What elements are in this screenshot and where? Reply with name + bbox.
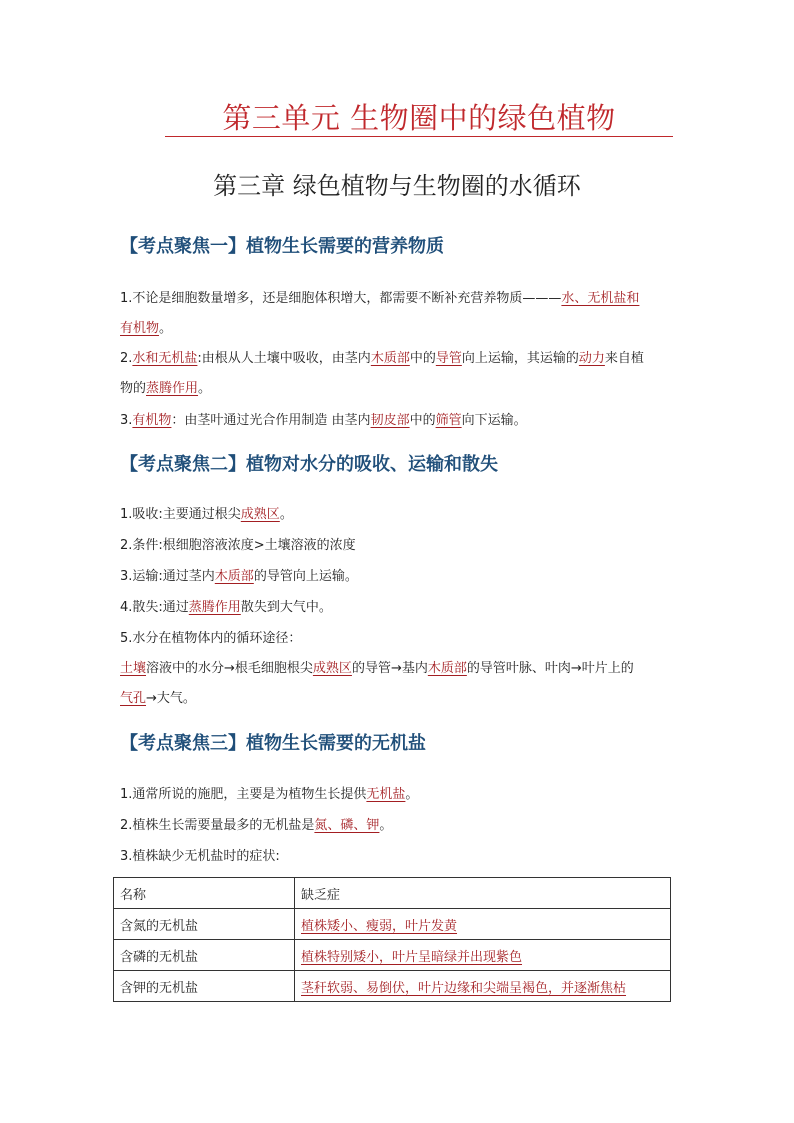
chapter-title: 第三章 绿色植物与生物圈的水循环 bbox=[213, 172, 581, 200]
table-row bbox=[114, 971, 671, 1002]
answer: 韧皮部 bbox=[370, 413, 410, 428]
answer: 木质部 bbox=[427, 661, 467, 676]
text: 散失到大气中。 bbox=[240, 600, 332, 615]
text: 的导管向上运输。 bbox=[253, 569, 358, 584]
answer: 木质部 bbox=[370, 351, 410, 366]
text: 的导管→基内 bbox=[351, 661, 428, 676]
answer: 成熟区 bbox=[240, 507, 280, 522]
text: 溶液中的水分→根毛细胞根尖 bbox=[146, 661, 313, 676]
text: 向上运输，其运输的 bbox=[461, 351, 579, 366]
answer: 氮、磷、钾 bbox=[314, 818, 380, 833]
text: ：由茎叶通过光合作用制造 由茎内 bbox=[171, 413, 371, 428]
text: 的导管叶脉、叶肉→叶片上的 bbox=[466, 661, 634, 676]
answer: 植株矮小、瘦弱，叶片发黄 bbox=[301, 918, 458, 934]
section-heading-1: 【考点聚焦一】植物生长需要的营养物质 bbox=[120, 236, 444, 257]
text: 2.植株生长需要量最多的无机盐是 bbox=[120, 818, 315, 833]
table-cell-name: 含磷的无机盐 bbox=[114, 940, 295, 971]
answer: 无机盐 bbox=[366, 787, 406, 802]
text: 3.运输:通过茎内 bbox=[120, 569, 215, 584]
table-cell-symptom bbox=[295, 971, 671, 1002]
text: 中的 bbox=[409, 413, 436, 428]
text: 。 bbox=[405, 787, 419, 802]
table-cell-name: 含钾的无机盐 bbox=[114, 971, 295, 1002]
text: →大气。 bbox=[146, 691, 196, 706]
s3-line-2 bbox=[120, 816, 392, 836]
text: 1.通常所说的施肥，主要是为植物生长提供 bbox=[120, 787, 367, 802]
text: :由根从人土壤中吸收，由茎内 bbox=[197, 351, 371, 366]
s3-line-3: 3.植株缺少无机盐时的症状: bbox=[120, 849, 280, 864]
answer: 水、无机盐和 bbox=[561, 291, 640, 306]
unit-title: 第三单元 生物圈中的绿色植物 bbox=[165, 100, 673, 137]
answer: 有机物 bbox=[132, 413, 172, 428]
answer: 木质部 bbox=[214, 569, 254, 584]
s2-line-2: 2.条件:根细胞溶液浓度>土壤溶液的浓度 bbox=[120, 538, 356, 553]
s2-line-6 bbox=[120, 659, 634, 679]
table-header-row bbox=[114, 878, 671, 909]
s2-line-3 bbox=[120, 567, 358, 587]
text: 向下运输。 bbox=[461, 413, 527, 428]
table-header-cell: 名称 bbox=[114, 878, 295, 909]
text: 1.不论是细胞数量增多，还是细胞体积增大，都需要不断补充营养物质——— bbox=[120, 291, 562, 306]
section-heading-3: 【考点聚焦三】植物生长需要的无机盐 bbox=[120, 733, 426, 754]
table-row bbox=[114, 940, 671, 971]
answer: 植株特别矮小，叶片呈暗绿并出现紫色 bbox=[301, 949, 523, 965]
text: 。 bbox=[379, 818, 393, 833]
text: 。 bbox=[159, 321, 173, 336]
text: 3. bbox=[120, 413, 133, 428]
text: 2. bbox=[120, 351, 133, 366]
s1-line-3 bbox=[120, 349, 644, 369]
s1-line-1 bbox=[120, 289, 639, 309]
text: 。 bbox=[198, 381, 212, 396]
text: 。 bbox=[279, 507, 293, 522]
answer: 有机物 bbox=[120, 321, 160, 336]
table-cell-name: 含氮的无机盐 bbox=[114, 909, 295, 940]
answer: 茎秆软弱、易倒伏，叶片边缘和尖端呈褐色，并逐渐焦枯 bbox=[301, 980, 627, 996]
answer: 土壤 bbox=[120, 661, 147, 676]
s1-line-2 bbox=[120, 319, 172, 339]
table-row bbox=[114, 909, 671, 940]
answer: 动力 bbox=[578, 351, 605, 366]
s3-line-1 bbox=[120, 785, 418, 805]
s2-line-5: 5.水分在植物体内的循环途径： bbox=[120, 631, 302, 646]
answer: 气孔 bbox=[120, 691, 147, 706]
answer: 蒸腾作用 bbox=[188, 600, 241, 615]
answer: 蒸腾作用 bbox=[146, 381, 199, 396]
s2-line-1 bbox=[120, 505, 293, 525]
s2-line-4 bbox=[120, 598, 332, 618]
s2-line-7 bbox=[120, 689, 196, 709]
answer: 成熟区 bbox=[312, 661, 352, 676]
table-cell-symptom bbox=[295, 940, 671, 971]
s1-line-5 bbox=[120, 411, 527, 431]
text: 4.散失:通过 bbox=[120, 600, 189, 615]
section-heading-2: 【考点聚焦二】植物对水分的吸收、运输和散失 bbox=[120, 454, 498, 475]
text: 中的 bbox=[409, 351, 436, 366]
answer: 筛管 bbox=[435, 413, 462, 428]
text: 来自植 bbox=[604, 351, 644, 366]
deficiency-table bbox=[113, 877, 671, 1002]
table-header-cell: 缺乏症 bbox=[295, 878, 671, 909]
answer: 水和无机盐 bbox=[132, 351, 198, 366]
text: 物的 bbox=[120, 381, 147, 396]
text: 1.吸收:主要通过根尖 bbox=[120, 507, 241, 522]
answer: 导管 bbox=[435, 351, 462, 366]
s1-line-4 bbox=[120, 379, 211, 399]
table-cell-symptom bbox=[295, 909, 671, 940]
